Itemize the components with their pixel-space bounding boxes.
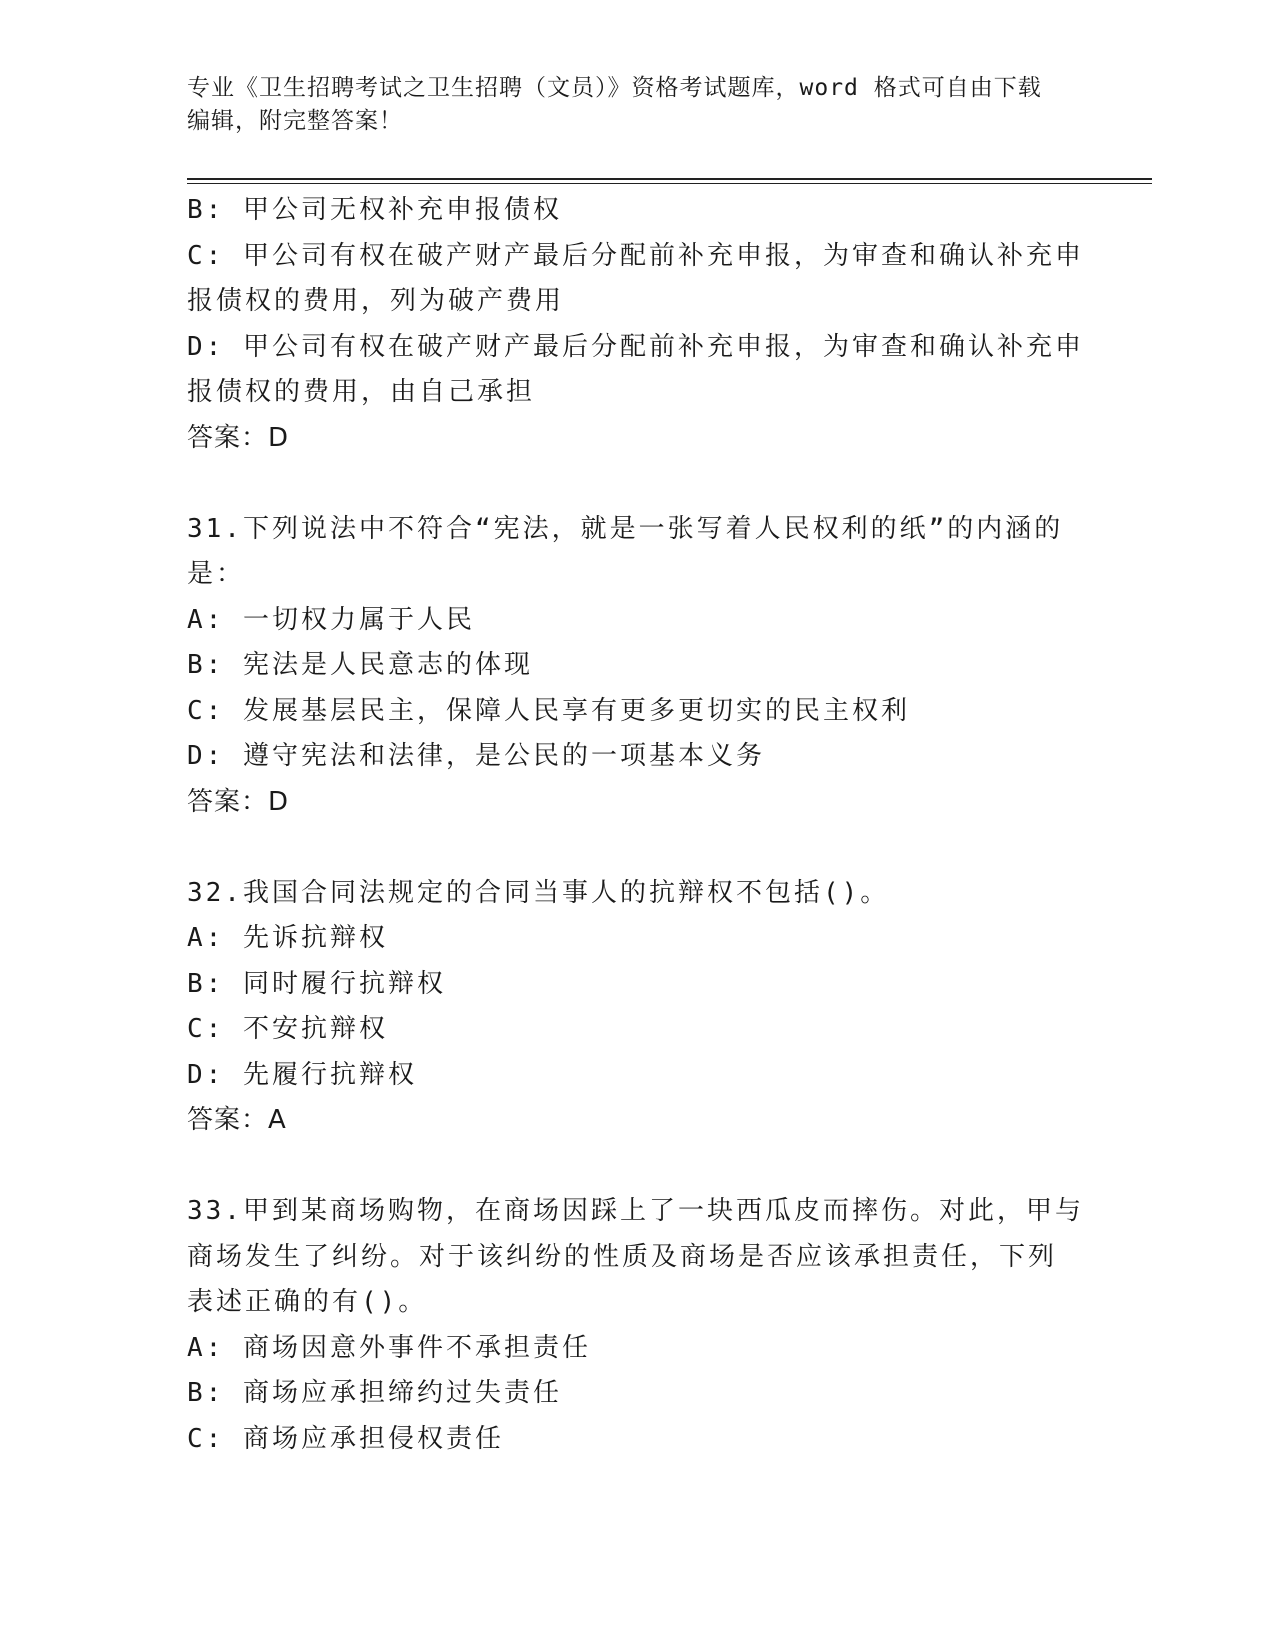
page-header [187,72,1087,138]
q31-option-c: C: 发展基层民主，保障人民享有更多更切实的民主权利 [187,695,910,726]
header-line-2: 编辑，附完整答案！ [187,108,403,134]
q32-answer: 答案：A [187,1105,287,1135]
q30-option-d-line-2: 报债权的费用，由自己承担 [187,377,536,407]
q32-option-d: D: 先履行抗辩权 [187,1059,417,1090]
header-divider-thick [187,178,1152,180]
q31-option-a: A: 一切权力属于人民 [187,604,475,635]
spacer [187,461,1087,507]
q30-option-b: B: 甲公司无权补充申报债权 [187,195,562,225]
q31-option-b: B: 宪法是人民意志的体现 [187,650,533,680]
q32-question: 32.我国合同法规定的合同当事人的抗辩权不包括()。 [187,877,890,908]
q30-option-c-line-2: 报债权的费用，列为破产费用 [187,286,565,316]
q31-answer: 答案：D [187,786,290,817]
q31-question-line-1: 31.下列说法中不符合“宪法，就是一张写着人民权利的纸”的内涵的 [187,513,1064,544]
q33-question-line-3: 表述正确的有()。 [187,1287,428,1317]
q31-question-line-2: 是： [187,559,246,589]
header-divider-thin [187,183,1152,184]
q33-question-line-2: 商场发生了纠纷。对于该纠纷的性质及商场是否应该承担责任，下列 [187,1241,1058,1272]
q30-answer: 答案：D [187,422,290,453]
document-body [187,188,1087,1462]
q32-option-c: C: 不安抗辩权 [187,1014,388,1044]
q33-option-b: B: 商场应承担缔约过失责任 [187,1378,562,1408]
q32-option-b: B: 同时履行抗辩权 [187,968,446,999]
q33-option-c: C: 商场应承担侵权责任 [187,1423,504,1454]
spacer [187,1144,1087,1190]
spacer [187,825,1087,871]
q32-option-a: A: 先诉抗辩权 [187,923,388,953]
q33-option-a: A: 商场因意外事件不承担责任 [187,1332,591,1363]
q31-option-d: D: 遵守宪法和法律，是公民的一项基本义务 [187,741,765,771]
q33-question-line-1: 33.甲到某商场购物，在商场因踩上了一块西瓜皮而摔伤。对此，甲与 [187,1196,1084,1226]
header-line-1: 专业《卫生招聘考试之卫生招聘（文员）》资格考试题库，word 格式可自由下载 [187,75,1042,101]
q30-option-c-line-1: C: 甲公司有权在破产财产最后分配前补充申报，为审查和确认补充申 [187,240,1084,271]
q30-option-d-line-1: D: 甲公司有权在破产财产最后分配前补充申报，为审查和确认补充申 [187,331,1084,362]
